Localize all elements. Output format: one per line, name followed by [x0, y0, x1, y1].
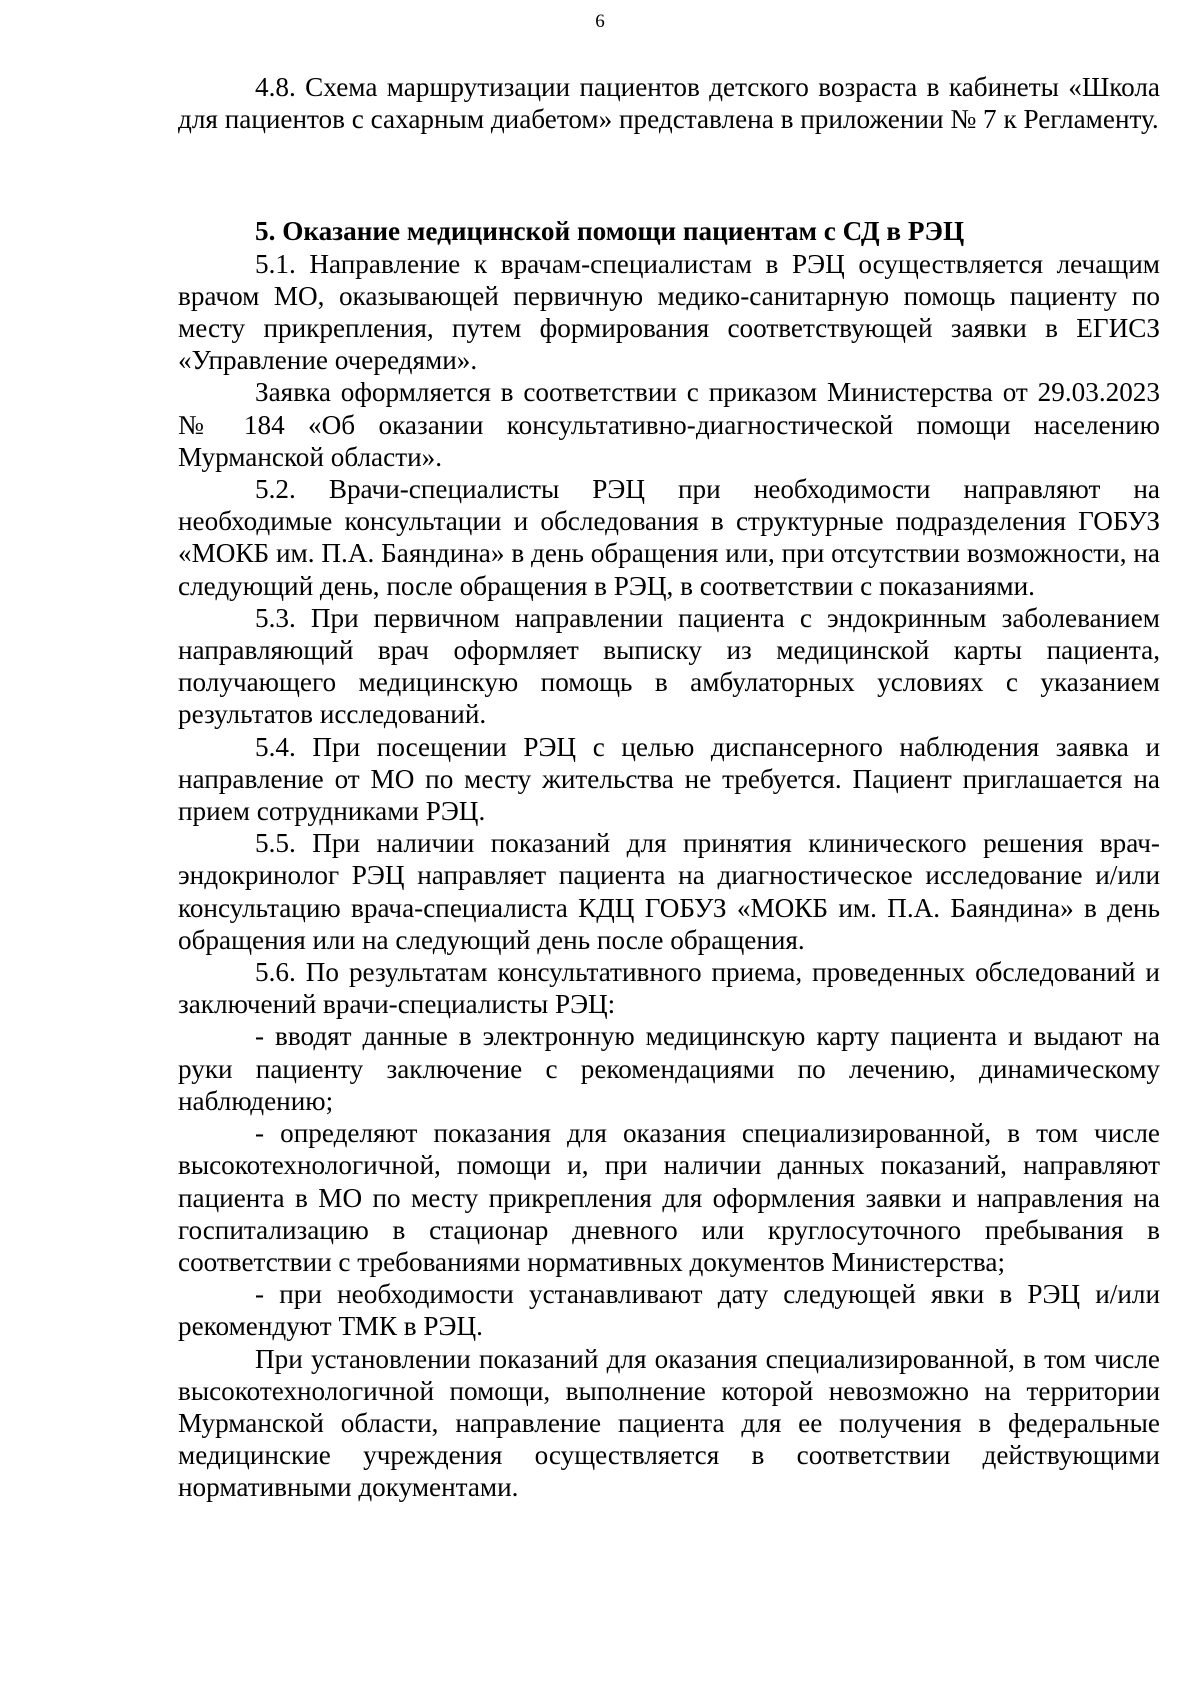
section-heading: 5. Оказание медицинской помощи пациентам с СД в РЭЦ — [255, 216, 965, 247]
paragraph-5-3: 5.3. При первичном направлении пациента с эндокринным заболеванием направляющий врач оформляет выписку из медицинской карты пациента, получающего медицинскую помощь в амбулаторных условиях с указанием результатов исследований. — [178, 602, 1160, 730]
page-number: 6 — [595, 11, 605, 32]
paragraph-5-2: 5.2. Врачи-специалисты РЭЦ при необходимости направляют на необходимые консультации и обследования в структурные подразделения ГОБУЗ «МОКБ им. П.А. Баяндина» в день обращения или, при отсутствии возможности, на следующий день, после обращения в РЭЦ, в соответствии с показаниями. — [178, 474, 1160, 601]
paragraph-application: Заявка оформляется в соответствии с приказом Министерства от 29.03.2023 № 184 «Об оказании консультативно-диагностической помощи населению Мурманской области». — [178, 377, 1160, 472]
paragraph-5-1: 5.1. Направление к врачам-специалистам в РЭЦ осуществляется лечащим врачом МО, оказывающей первичную медико-санитарную помощь пациенту по месту прикрепления, путем формирования соответствующей заявки в ЕГИСЗ «Управление очередями». — [178, 248, 1160, 376]
paragraph-4-8: 4.8. Схема маршрутизации пациентов детского возраста в кабинеты «Школа для пациентов с сахарным диабетом» представлена в приложении № 7 к Регламенту. — [178, 72, 1160, 135]
paragraph-5-6: 5.6. По результатам консультативного приема, проведенных обследований и заключений врачи-специалисты РЭЦ: — [178, 957, 1160, 1020]
list-item-specialized-care: - определяют показания для оказания специализированной, в том числе высокотехнологичной, помощи и, при наличии данных показаний, направляют пациента в МО по месту прикрепления для оформления заявки и направления на госпитализацию в стационар дневного или круглосуточного пребывания в соответствии с требованиями нормативных документов Министерства; — [178, 1118, 1160, 1277]
paragraph-5-5: 5.5. При наличии показаний для принятия клинического решения врач-эндокринолог РЭЦ направляет пациента на диагностическое исследование и/или консультацию врача-специалиста КДЦ ГОБУЗ «МОКБ им. П.А. Баяндина» в день обращения или на следующий день после обращения. — [178, 828, 1160, 955]
paragraph-5-4: 5.4. При посещении РЭЦ с целью диспансерного наблюдения заявка и направление от МО по месту жительства не требуется. Пациент приглашается на прием сотрудниками РЭЦ. — [178, 731, 1160, 827]
document-body — [178, 71, 1160, 1504]
paragraph-federal-institutions: При установлении показаний для оказания специализированной, в том числе высокотехнологичной помощи, выполнение которой невозможно на территории Мурманской области, направление пациента для ее получения в федеральные медицинские учреждения осуществляется в соответствии действующими нормативными документами. — [178, 1343, 1160, 1503]
list-item-medical-card: - вводят данные в электронную медицинскую карту пациента и выдают на руки пациенту заключение с рекомендациями по лечению, динамическому наблюдению; — [178, 1021, 1160, 1116]
list-item-next-visit: - при необходимости устанавливают дату следующей явки в РЭЦ и/или рекомендуют ТМК в РЭЦ. — [178, 1279, 1160, 1342]
